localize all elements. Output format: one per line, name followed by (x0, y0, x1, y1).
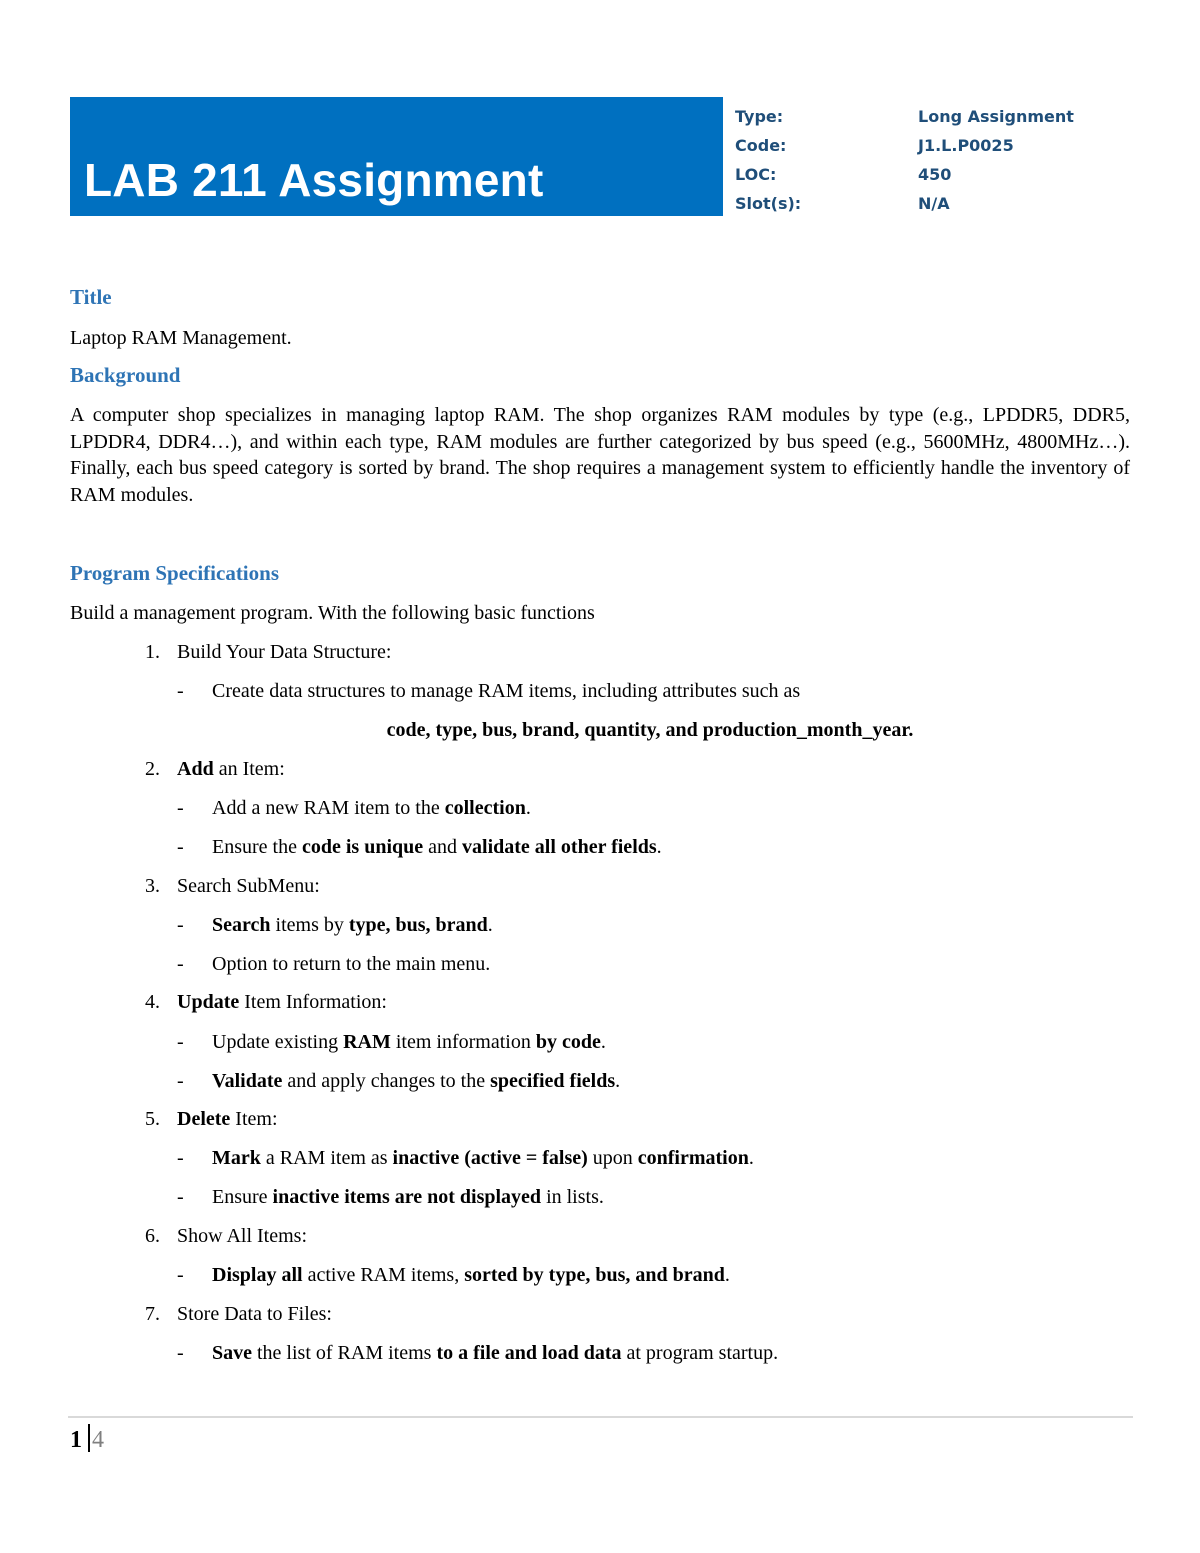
meta-loc: LOC: 450 (735, 165, 952, 184)
title-text: Laptop RAM Management. (70, 327, 292, 349)
spec-intro: Build a management program. With the following basic functions (70, 602, 595, 624)
title-heading: Title (70, 285, 112, 309)
item-title: Update Item Information: (177, 991, 387, 1013)
header-banner (70, 97, 723, 216)
item-title: Search SubMenu: (177, 875, 320, 897)
footer-divider (68, 1416, 1133, 1418)
meta-type: Type: Long Assignment (735, 107, 1074, 126)
item-title: Show All Items: (177, 1225, 308, 1247)
item-title: Add an Item: (177, 758, 285, 780)
spec-heading: Program Specifications (70, 561, 279, 585)
attribute-list: code, type, bus, brand, quantity, and production_month_year. (386, 719, 914, 741)
background-heading: Background (70, 363, 181, 387)
document-title: LAB 211 Assignment (84, 154, 544, 206)
assignment-meta (735, 102, 1074, 218)
background-paragraph: A computer shop specializes in managing laptop RAM. The shop organizes RAM modules by type (e.g., LPDDR5, DDR5, LPDDR4, DDR4…), and within each type, RAM modules are further categorized by bus speed (e.g., 5600MHz, 4800MHz…). Finally, each bus speed category is sorted by brand. The shop requires a management system to efficiently handle the inventory of RAM modules. (70, 404, 1130, 506)
item-title: Store Data to Files: (177, 1303, 332, 1325)
page-number: 1 4 (70, 1424, 104, 1454)
meta-code: Code: J1.L.P0025 (735, 136, 1014, 155)
item-title: Delete Item: (177, 1108, 278, 1130)
meta-slots: Slot(s): N/A (735, 194, 950, 213)
item-title: Build Your Data Structure: (177, 641, 392, 663)
